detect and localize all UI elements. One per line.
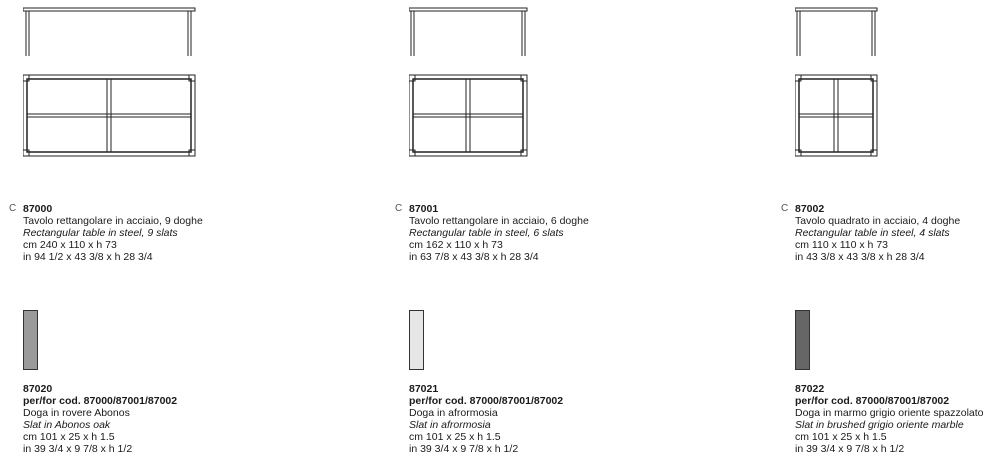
product-code: 87000 (23, 203, 53, 215)
slat-name-it: Doga in rovere Abonos (23, 407, 130, 419)
slat-compat: per/for cod. 87000/87001/87002 (795, 395, 950, 407)
product-name-it: Tavolo quadrato in acciaio, 4 doghe (795, 215, 961, 227)
slat-swatch-87020 (23, 310, 38, 370)
slat-dims-in: in 39 3/4 x 9 7/8 x h 1/2 (23, 443, 133, 455)
slat-dims-cm: cm 101 x 25 x h 1.5 (23, 431, 115, 443)
slat-swatch-87022 (795, 310, 810, 370)
product-code: 87002 (795, 203, 825, 215)
product-code: 87001 (409, 203, 439, 215)
slat-dims-cm: cm 101 x 25 x h 1.5 (409, 431, 501, 443)
product-column-87000 (9, 0, 263, 466)
slat-name-en: Slat in brushed grigio oriente marble (795, 419, 964, 431)
product-name-it: Tavolo rettangolare in acciaio, 6 doghe (409, 215, 589, 227)
product-dims-in: in 94 1/2 x 43 3/8 x h 28 3/4 (23, 251, 153, 263)
product-name-en: Rectangular table in steel, 4 slats (795, 227, 950, 239)
table-drawing-87001 (409, 0, 539, 160)
slat-spec-87020 (23, 383, 177, 455)
slat-code: 87020 (23, 383, 53, 395)
slat-name-en: Slat in afrormosia (409, 419, 491, 431)
product-marker: C (395, 203, 403, 214)
product-spec-87001 (409, 203, 589, 263)
product-spec-87002 (795, 203, 960, 263)
slat-compat: per/for cod. 87000/87001/87002 (23, 395, 178, 407)
product-dims-cm: cm 162 x 110 x h 73 (409, 239, 503, 251)
table-drawing-87000 (23, 0, 203, 160)
slat-name-it: Doga in marmo grigio oriente spazzolato (795, 407, 984, 419)
slat-name-it: Doga in afrormosia (409, 407, 498, 419)
slat-spec-87022 (795, 383, 984, 455)
slat-spec-87021 (409, 383, 563, 455)
slat-dims-in: in 39 3/4 x 9 7/8 x h 1/2 (409, 443, 519, 455)
product-marker: C (781, 203, 789, 214)
product-dims-cm: cm 110 x 110 x h 73 (795, 239, 888, 251)
slat-swatch-87021 (409, 310, 424, 370)
product-dims-cm: cm 240 x 110 x h 73 (23, 239, 117, 251)
product-marker: C (9, 203, 17, 214)
product-name-it: Tavolo rettangolare in acciaio, 9 doghe (23, 215, 203, 227)
slat-code: 87022 (795, 383, 825, 395)
product-spec-87000 (23, 203, 203, 263)
table-drawing-87002 (795, 0, 895, 160)
slat-name-en: Slat in Abonos oak (23, 419, 111, 431)
product-name-en: Rectangular table in steel, 6 slats (409, 227, 564, 239)
product-column-87002 (781, 0, 1000, 466)
product-dims-in: in 43 3/8 x 43 3/8 x h 28 3/4 (795, 251, 925, 263)
slat-dims-in: in 39 3/4 x 9 7/8 x h 1/2 (795, 443, 905, 455)
slat-dims-cm: cm 101 x 25 x h 1.5 (795, 431, 887, 443)
slat-code: 87021 (409, 383, 439, 395)
product-column-87001 (395, 0, 649, 466)
product-name-en: Rectangular table in steel, 9 slats (23, 227, 178, 239)
product-dims-in: in 63 7/8 x 43 3/8 x h 28 3/4 (409, 251, 539, 263)
slat-compat: per/for cod. 87000/87001/87002 (409, 395, 564, 407)
